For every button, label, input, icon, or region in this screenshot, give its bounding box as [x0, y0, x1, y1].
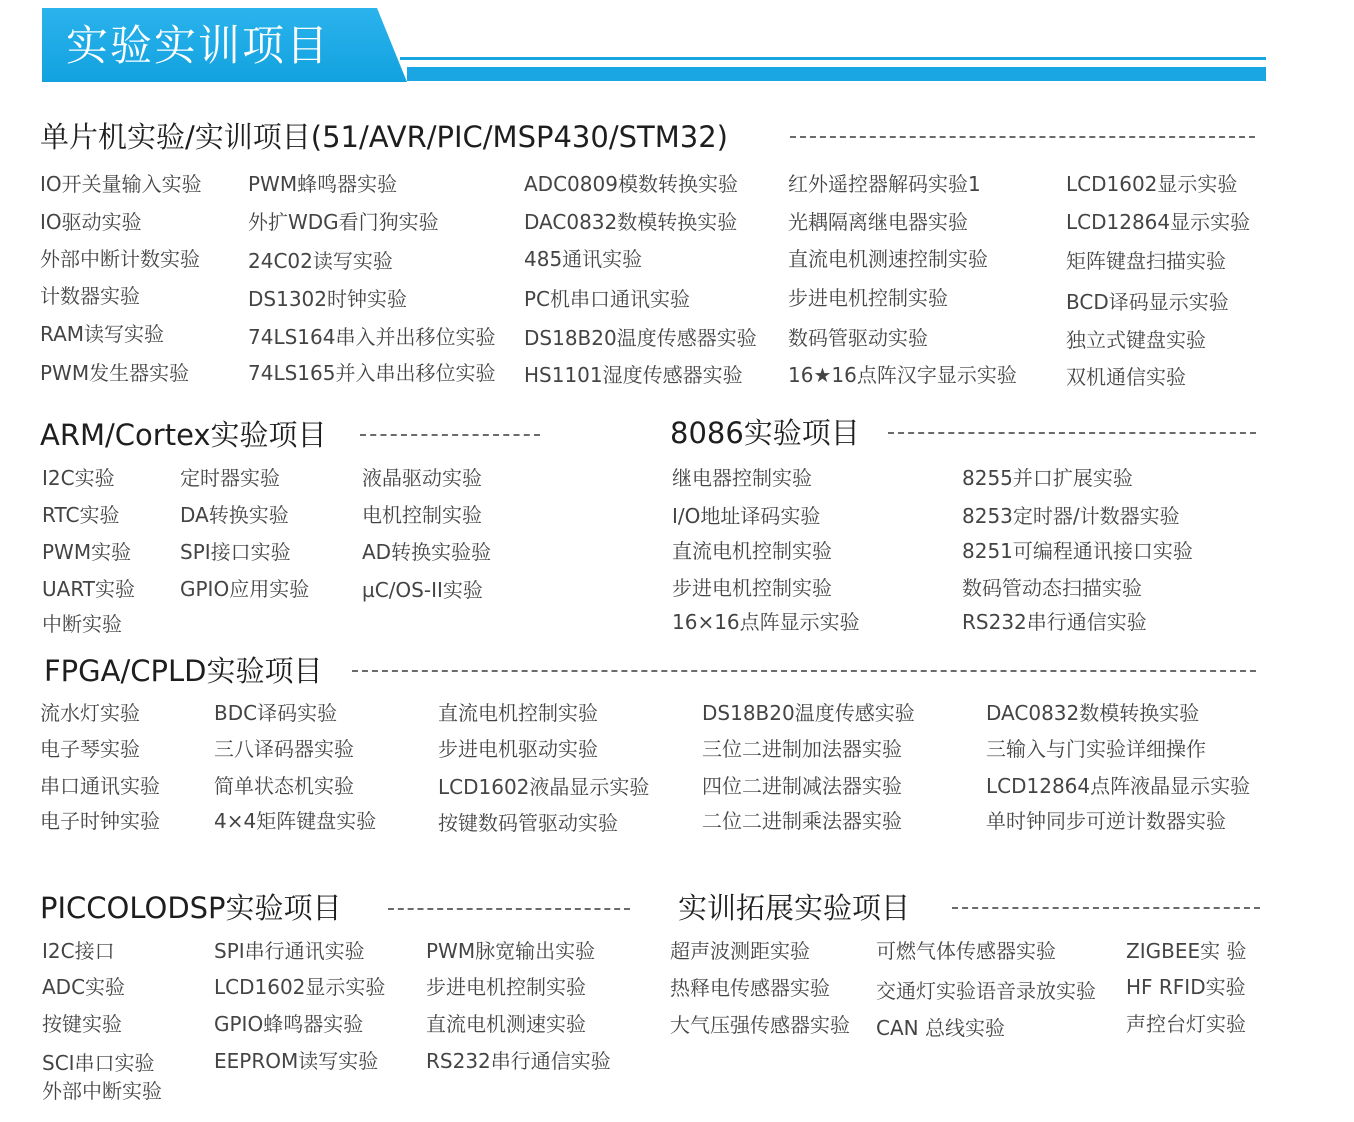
section-title-fpga: FPGA/CPLD实验项目 — [44, 654, 323, 688]
list-item: DAC0832数模转换实验 — [986, 701, 1200, 725]
list-item: 计数器实验 — [40, 284, 140, 308]
list-item: RS232串行通信实验 — [962, 610, 1147, 634]
list-item: DS18B20温度传感器实验 — [524, 326, 757, 350]
list-item: ADC0809模数转换实验 — [524, 172, 738, 196]
list-item: RAM读写实验 — [40, 322, 165, 346]
list-item: HS1101湿度传感器实验 — [524, 363, 743, 387]
list-item: 8251可编程通讯接口实验 — [962, 539, 1193, 563]
list-item: UART实验 — [42, 577, 135, 601]
list-item: 8255并口扩展实验 — [962, 466, 1133, 490]
list-item: BCD译码显示实验 — [1066, 290, 1229, 314]
list-item: 声控台灯实验 — [1126, 1012, 1246, 1036]
list-item: 电子时钟实验 — [40, 809, 160, 833]
list-item: DA转换实验 — [180, 503, 289, 527]
list-item: EEPROM读写实验 — [214, 1049, 379, 1073]
list-item: 串口通讯实验 — [40, 774, 160, 798]
list-item: 二位二进制乘法器实验 — [702, 809, 902, 833]
section-divider-fpga — [352, 670, 1256, 672]
list-item: 直流电机测速实验 — [426, 1012, 586, 1036]
list-item: GPIO蜂鸣器实验 — [214, 1012, 364, 1036]
list-item: PWM脉宽输出实验 — [426, 939, 596, 963]
list-item: µC/OS-II实验 — [362, 578, 483, 602]
list-item: LCD12864显示实验 — [1066, 210, 1251, 234]
list-item: 按键数码管驱动实验 — [438, 811, 618, 835]
list-item: 电机控制实验 — [362, 503, 482, 527]
list-item: 液晶驱动实验 — [362, 466, 482, 490]
list-item: HF RFID实验 — [1126, 975, 1246, 999]
list-item: SCI串口实验 — [42, 1051, 155, 1075]
list-item: 直流电机测速控制实验 — [788, 247, 988, 271]
list-item: 中断实验 — [42, 612, 122, 636]
list-item: SPI串行通讯实验 — [214, 939, 365, 963]
list-item: PWM蜂鸣器实验 — [248, 172, 398, 196]
list-item: I2C实验 — [42, 466, 115, 490]
list-item: DAC0832数模转换实验 — [524, 210, 738, 234]
list-item: DS18B20温度传感实验 — [702, 701, 915, 725]
list-item: ADC实验 — [42, 975, 126, 999]
list-item: 可燃气体传感器实验 — [876, 939, 1056, 963]
list-item: 74LS165并入串出移位实验 — [248, 361, 496, 385]
list-item: 24C02读写实验 — [248, 249, 393, 273]
list-item: 红外遥控器解码实验1 — [788, 172, 981, 196]
list-item: BDC译码实验 — [214, 701, 338, 725]
list-item: 8253定时器/计数器实验 — [962, 504, 1180, 528]
list-item: 步进电机控制实验 — [426, 975, 586, 999]
list-item: LCD1602显示实验 — [214, 975, 386, 999]
section-divider-arm — [360, 434, 540, 436]
list-item: 直流电机控制实验 — [438, 701, 598, 725]
list-item: CAN 总线实验 — [876, 1016, 1005, 1040]
list-item: IO开关量输入实验 — [40, 172, 202, 196]
list-item: 外部中断实验 — [42, 1079, 162, 1103]
section-divider-ext — [952, 907, 1260, 909]
list-item: 热释电传感器实验 — [670, 976, 830, 1000]
list-item: 三八译码器实验 — [214, 737, 354, 761]
list-item: 16×16点阵显示实验 — [672, 610, 860, 634]
section-title-ext: 实训拓展实验项目 — [678, 891, 911, 925]
section-title-arm: ARM/Cortex实验项目 — [40, 418, 327, 452]
list-item: 外部中断计数实验 — [40, 247, 200, 271]
list-item: 74LS164串入并出移位实验 — [248, 325, 496, 349]
list-item: 步进电机驱动实验 — [438, 737, 598, 761]
list-item: DS1302时钟实验 — [248, 287, 407, 311]
section-title-dsp: PICCOLODSP实验项目 — [40, 891, 342, 925]
list-item: LCD1602液晶显示实验 — [438, 775, 650, 799]
list-item: PC机串口通讯实验 — [524, 287, 691, 311]
list-item: IO驱动实验 — [40, 210, 142, 234]
list-item: 光耦隔离继电器实验 — [788, 210, 968, 234]
list-item: 数码管动态扫描实验 — [962, 576, 1142, 600]
section-title-mcu: 单片机实验/实训项目(51/AVR/PIC/MSP430/STM32) — [40, 120, 728, 154]
list-item: 定时器实验 — [180, 466, 280, 490]
list-item: 直流电机控制实验 — [672, 539, 832, 563]
list-item: I2C接口 — [42, 939, 115, 963]
banner-thick-line — [407, 67, 1266, 81]
list-item: 继电器控制实验 — [672, 466, 812, 490]
list-item: 交通灯实验语音录放实验 — [876, 979, 1096, 1003]
header-banner — [0, 0, 1354, 90]
list-item: PWM发生器实验 — [40, 361, 190, 385]
page-title: 实验实训项目 — [66, 21, 331, 70]
list-item: 三输入与门实验详细操作 — [986, 737, 1206, 761]
list-item: 按键实验 — [42, 1012, 122, 1036]
list-item: 数码管驱动实验 — [788, 326, 928, 350]
list-item: GPIO应用实验 — [180, 577, 310, 601]
list-item: SPI接口实验 — [180, 540, 291, 564]
list-item: 双机通信实验 — [1066, 365, 1186, 389]
section-divider-mcu — [790, 136, 1255, 138]
list-item: 16★16点阵汉字显示实验 — [788, 363, 1017, 387]
list-item: 485通讯实验 — [524, 247, 643, 271]
section-divider-8086 — [888, 432, 1256, 434]
list-item: RTC实验 — [42, 503, 120, 527]
list-item: RS232串行通信实验 — [426, 1049, 611, 1073]
list-item: LCD12864点阵液晶显示实验 — [986, 774, 1251, 798]
list-item: 四位二进制减法器实验 — [702, 774, 902, 798]
list-item: 步进电机控制实验 — [788, 286, 948, 310]
list-item: AD转换实验验 — [362, 540, 492, 564]
list-item: ZIGBEE实 验 — [1126, 939, 1247, 963]
list-item: 大气压强传感器实验 — [670, 1013, 850, 1037]
list-item: I/O地址译码实验 — [672, 504, 821, 528]
list-item: 外扩WDG看门狗实验 — [248, 210, 439, 234]
list-item: 独立式键盘实验 — [1066, 328, 1206, 352]
list-item: 电子琴实验 — [40, 737, 140, 761]
list-item: LCD1602显示实验 — [1066, 172, 1238, 196]
list-item: 步进电机控制实验 — [672, 576, 832, 600]
section-title-8086: 8086实验项目 — [670, 416, 860, 450]
list-item: 单时钟同步可逆计数器实验 — [986, 809, 1226, 833]
section-divider-dsp — [388, 908, 630, 910]
list-item: PWM实验 — [42, 540, 132, 564]
list-item: 矩阵键盘扫描实验 — [1066, 249, 1226, 273]
list-item: 简单状态机实验 — [214, 774, 354, 798]
list-item: 超声波测距实验 — [670, 939, 810, 963]
banner-thin-line — [400, 57, 1266, 60]
list-item: 流水灯实验 — [40, 701, 140, 725]
list-item: 4×4矩阵键盘实验 — [214, 809, 377, 833]
list-item: 三位二进制加法器实验 — [702, 737, 902, 761]
